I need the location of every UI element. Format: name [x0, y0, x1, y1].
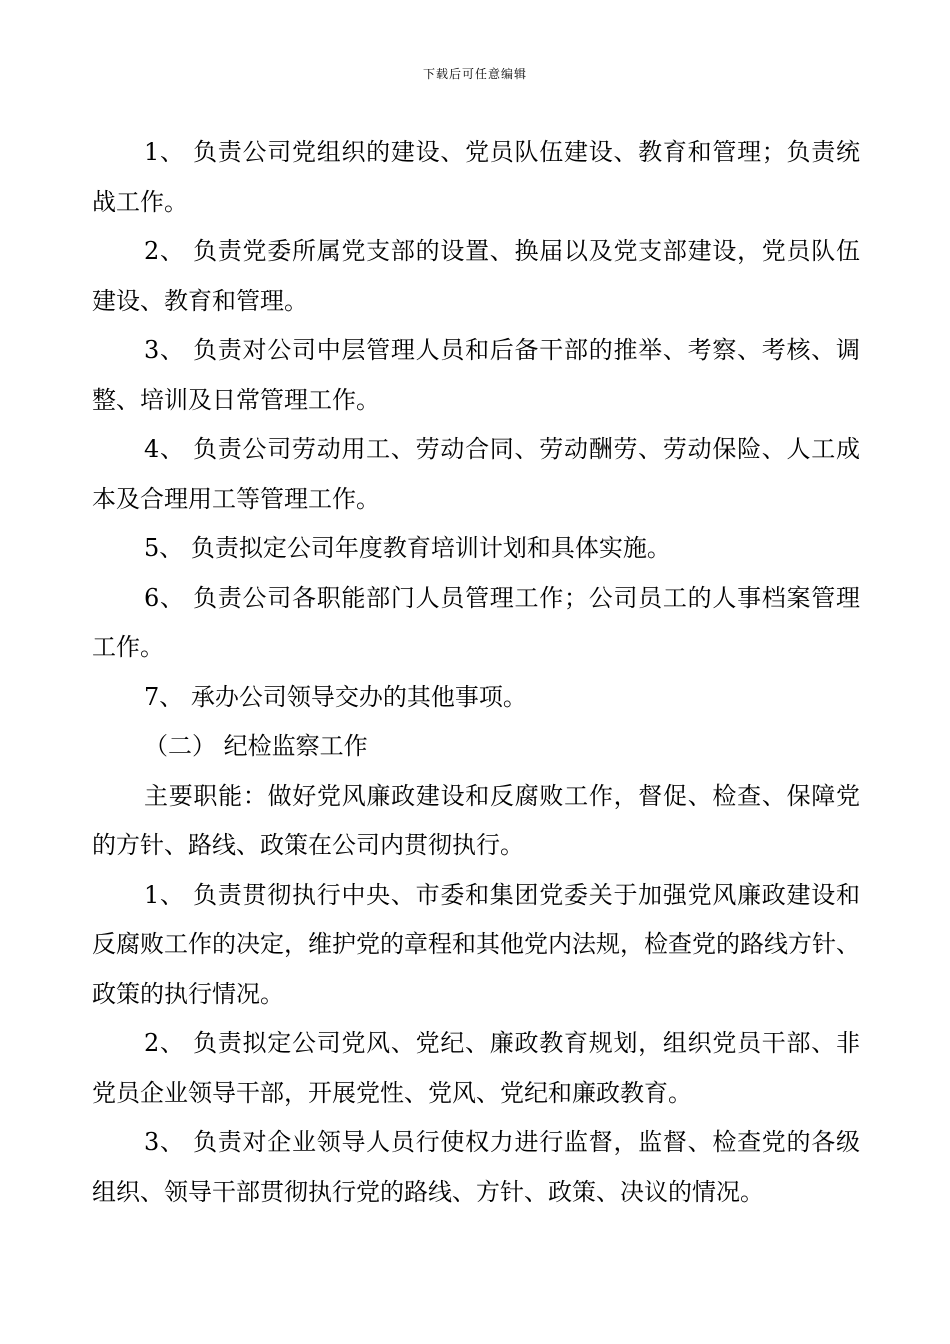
paragraph-hr-duty-5: 5、 负责拟定公司年度教育培训计划和具体实施。: [144, 534, 671, 562]
document-body: [92, 128, 860, 1217]
paragraph-discipline-duty-3: 3、 负责对企业领导人员行使权力进行监督，监督、检查党的各级组织、领导干部贯彻执行党的路线、方针、政策、决议的情况。: [92, 1128, 860, 1206]
paragraph-hr-duty-2: 2、 负责党委所属党支部的设置、换届以及党支部建设，党员队伍建设、教育和管理。: [92, 237, 860, 315]
paragraph-hr-duty-7: 7、 承办公司领导交办的其他事项。: [144, 682, 527, 711]
paragraph-hr-duty-3: 3、 负责对公司中层管理人员和后备干部的推举、考察、考核、调整、培训及日常管理工作。: [92, 336, 860, 414]
page-header: 下载后可任意编辑: [422, 67, 527, 81]
paragraph-discipline-duty-2: 2、 负责拟定公司党风、党纪、廉政教育规划，组织党员干部、非党员企业领导干部，开展党性、党风、党纪和廉政教育。: [92, 1029, 860, 1107]
paragraph-hr-duty-6: 6、 负责公司各职能部门人员管理工作；公司员工的人事档案管理工作。: [92, 583, 860, 661]
paragraph-hr-duty-1: 1、 负责公司党组织的建设、党员队伍建设、教育和管理；负责统战工作。: [92, 138, 860, 216]
paragraph-main-function: 主要职能：做好党风廉政建设和反腐败工作，督促、检查、保障党的方针、路线、政策在公司内贯彻执行。: [92, 781, 860, 859]
paragraph-hr-duty-4: 4、 负责公司劳动用工、劳动合同、劳动酬劳、劳动保险、人工成本及合理用工等管理工作。: [92, 435, 860, 513]
section-heading-discipline: （二） 纪检监察工作: [144, 732, 368, 760]
paragraph-discipline-duty-1: 1、 负责贯彻执行中央、市委和集团党委关于加强党风廉政建设和反腐败工作的决定，维护党的章程和其他党内法规，检查党的路线方针、政策的执行情况。: [92, 880, 860, 1008]
